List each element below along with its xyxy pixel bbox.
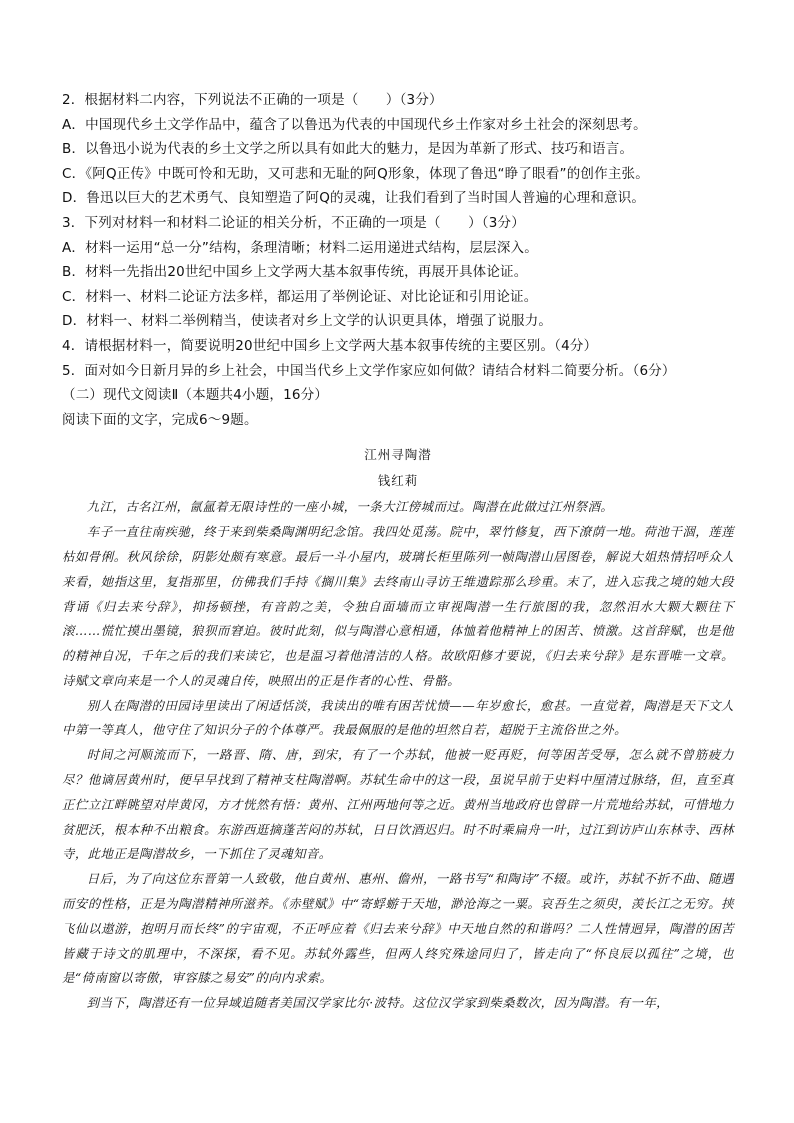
question-option: B．以鲁迅小说为代表的乡土文学之所以具有如此大的魅力，是因为革新了形式、技巧和语言。: [62, 141, 634, 158]
question-option: D．鲁迅以巨大的艺术勇气、良知塑造了阿Q的灵魂，让我们看到了当时国人普遍的心理和意识。: [62, 190, 646, 207]
article-paragraph: 到当下，陶潜还有一位异域追随者美国汉学家比尔·波特。这位汉学家到柴桑数次，因为陶潜。有一年，: [86, 995, 670, 1011]
question-line: 2．根据材料二内容，下列说法不正确的一项是（ ）（3分）: [62, 92, 443, 108]
questions-section: [62, 88, 734, 432]
question-option: A．中国现代乡土文学作品中，蕴含了以鲁迅为代表的中国现代乡土作家对乡土社会的深刻思考。: [62, 116, 647, 133]
article-paragraph: 别人在陶潜的田园诗里读出了闲适恬淡，我读出的唯有困苦忧愤——年岁愈长，愈甚。一直觉着，陶潜是天下文人中第一等真人，他守住了知识分子的个体尊严。我最佩服的是他的坦然自若，超脱于主流俗世之外。: [62, 697, 734, 738]
exam-page: [62, 88, 734, 1016]
article-title: 江州寻陶潜: [364, 447, 432, 463]
section-heading: （二）现代文阅读Ⅱ（本题共4小题，16分）: [62, 387, 329, 404]
article-paragraph: 车子一直往南疾驰，终于来到柴桑陶渊明纪念馆。我四处觅荡。院中，翠竹修复，西下潦荫一地。荷池干涸，莲莲枯如骨俐。秋风徐徐，阴影处颇有寒意。最后一斗小屋内，玻璃长柜里陈列一帧陶潜山居图卷，解说大姐热情招呼众人来看，她指这里，复指那里，仿佛我们手持《搁川集》去终南山寻访王维遗踪那么珍重。末了，进入忘我之境的她大段背诵《归去来兮辞》，抑扬顿挫，有音韵之美，令独自面墙而立审视陶潜一生行旅图的我，忽然泪水大颗大颗往下滚……慌忙摸出墨镜，狼狈而窘迫。彼时此刻，似与陶潜心意相通，体恤着他精神上的困苦、愤激。这首辞赋，也是他的精神自况，千年之后的我们来读它，也是温习着他清洁的人格。故欧阳修才要说，《归去来兮辞》是东晋唯一文章。诗赋文章向来是一个人的灵魂自传，映照出的正是作者的心性、骨骼。: [62, 524, 734, 688]
article-paragraph: 时间之河顺流而下，一路晋、隋、唐，到宋，有了一个苏轼，他被一贬再贬，何等困苦受辱，怎么就不曾筋疲力尽？他谪居黄州时，便早早找到了精神支柱陶潜啊。苏轼生命中的这一段，虽说早前于史料中厘清过脉络，但，直至真正伫立江畔眺望对岸黄冈，方才恍然有悟：黄州、江州两地何等之近。黄州当地政府也曾辟一片荒地给苏轼，可惜地力贫肥沃，根本种不出粮食。东游西逛摘蓬苦闷的苏轼，日日饮酒迟归。时不时乘扁舟一叶，过江到访庐山东林寺、西林寺，此地正是陶潜故乡，一下抓住了灵魂知音。: [62, 747, 734, 862]
question-line: 5．面对如今日新月异的乡上社会，中国当代乡上文学作家应如何做？请结合材料二简要分析。（6分）: [62, 362, 676, 379]
reading-instruction: 阅读下面的文字，完成6～9题。: [62, 411, 258, 428]
question-option: C．材料一、材料二论证方法多样，都运用了举例论证、对比论证和引用论证。: [62, 288, 538, 305]
reading-article: [62, 445, 734, 1016]
question-option: C．《阿Q正传》中既可怜和无助，又可悲和无耻的阿Q形象，体现了鲁迅“睁了眼看”的创作主张。: [62, 165, 649, 182]
article-paragraph: 九江，古名江州，氤氲着无限诗性的一座小城，一条大江傍城而过。陶潜在此做过江州祭酒。: [86, 499, 614, 515]
question-option: B．材料一先指出20世纪中国乡上文学两大基本叙事传统，再展开具体论证。: [62, 264, 528, 281]
question-option: A．材料一运用“总一分”结构，条理清晰；材料二运用递进式结构，层层深入。: [62, 239, 538, 256]
question-line: 3．下列对材料一和材料二论证的相关分析，不正确的一项是（ ）（3分）: [62, 214, 525, 231]
article-paragraph: 日后，为了向这位东晋第一人致敬，他自黄州、惠州、儋州，一路书写“和陶诗”不辍。或许，苏轼不折不曲、随遇而安的性格，正是为陶潜精神所滋养。《赤壁赋》中“寄蜉蝣于天地，渺沧海之一粟。哀吾生之须臾，羡长江之无穷。挟飞仙以遨游，抱明月而长终”的宇宙观，不正呼应着《归去来兮辞》中天地自然的和谐吗？二人性情迥异，陶潜的困苦皆藏于诗文的肌理中，不深探，看不见。苏轼外露些，但两人终究殊途同归了，皆走向了“怀良辰以孤往”之境，也是“倚南窗以寄傲，审容膝之易安”的向内求索。: [62, 871, 734, 986]
question-option: D．材料一、材料二举例精当，使读者对乡上文学的认识更具体，增强了说服力。: [62, 313, 553, 330]
question-line: 4．请根据材料一，简要说明20世纪中国乡上文学两大基本叙事传统的主要区别。（4分）: [62, 337, 598, 354]
article-author: 钱红莉: [377, 473, 419, 489]
